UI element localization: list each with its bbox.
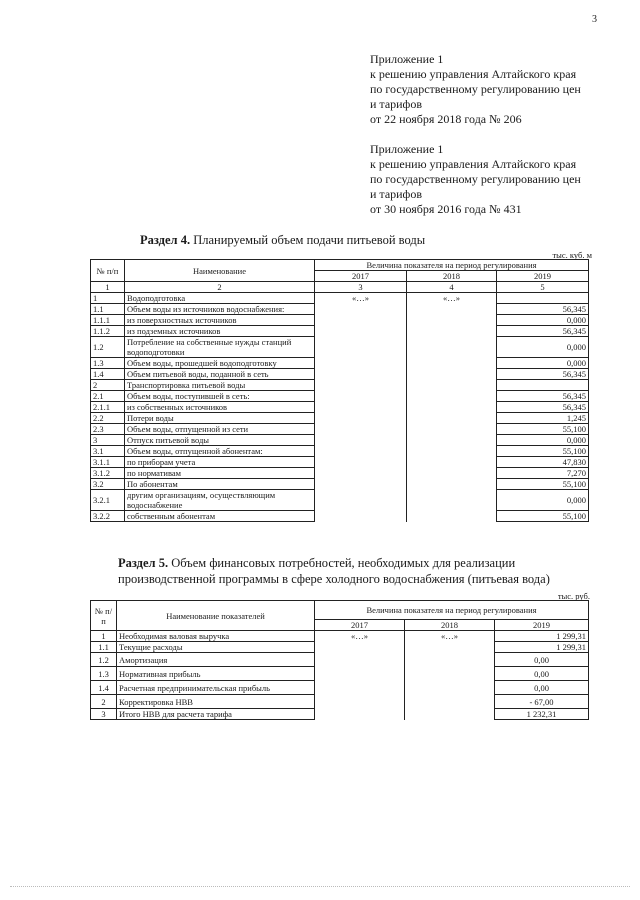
row-name: из собственных источников — [125, 402, 315, 413]
row-num: 2.2 — [91, 413, 125, 424]
row-name: Объем воды, прошедшей водоподготовку — [125, 358, 315, 369]
section5-units: тыс. руб. — [557, 591, 590, 601]
row-num: 1 — [91, 293, 125, 304]
value-2019: 55,100 — [497, 446, 589, 457]
value-2019: 56,345 — [497, 402, 589, 413]
header-year-2019: 2019 — [497, 271, 589, 282]
row-name: Потребление на собственные нужды станций водоподготовки — [125, 337, 315, 358]
value-2019: 55,100 — [497, 479, 589, 490]
value-2019: 56,345 — [497, 369, 589, 380]
row-num: 1.1.2 — [91, 326, 125, 337]
value-2017: «…» — [315, 631, 405, 720]
row-name: Корректировка НВВ — [117, 695, 315, 709]
value-2019: 1 299,31 — [495, 631, 589, 642]
row-name: Текущие расходы — [117, 642, 315, 653]
section4-title-text: Планируемый объем подачи питьевой воды — [193, 233, 426, 247]
appendix-line: Приложение 1 — [370, 142, 444, 156]
header-year-2017: 2017 — [315, 620, 405, 631]
row-num: 1.3 — [91, 358, 125, 369]
page-footer-rule — [10, 886, 630, 887]
row-name: Объем воды из источников водоснабжения: — [125, 304, 315, 315]
row-num: 1.1.1 — [91, 315, 125, 326]
row-name: Водоподготовка — [125, 293, 315, 304]
value-2019: 55,100 — [497, 511, 589, 522]
section5-table — [90, 600, 589, 720]
value-2019: - 67,00 — [495, 695, 589, 709]
row-name: По абонентам — [125, 479, 315, 490]
row-name: Транспортировка питьевой воды — [125, 380, 315, 391]
value-2019: 56,345 — [497, 304, 589, 315]
value-2019: 7,270 — [497, 468, 589, 479]
row-name: Амортизация — [117, 653, 315, 667]
appendix-line: и тарифов — [370, 97, 423, 111]
appendix-line: по государственному регулированию цен — [370, 172, 581, 186]
column-index-3: 3 — [315, 282, 407, 293]
value-2019: 0,000 — [497, 435, 589, 446]
value-2019: 0,000 — [497, 358, 589, 369]
section4-title — [140, 232, 425, 248]
value-2019: 1,245 — [497, 413, 589, 424]
appendix-line: по государственному регулированию цен — [370, 82, 581, 96]
value-2019: 0,00 — [495, 667, 589, 681]
section4-table — [90, 259, 589, 522]
value-2019: 0,00 — [495, 681, 589, 695]
row-name: Объем воды, отпущенной абонентам: — [125, 446, 315, 457]
section5-title-text: Объем финансовых потребностей, необходимых для реализации производственной программы в сфере холодного водоснабжения (питьевая вода) — [118, 556, 550, 586]
value-2019: 55,100 — [497, 424, 589, 435]
value-2019: 56,345 — [497, 391, 589, 402]
row-name: Объем воды, поступившей в сеть: — [125, 391, 315, 402]
table-row — [91, 631, 589, 642]
appendix-line: и тарифов — [370, 187, 423, 201]
row-name: Потери воды — [125, 413, 315, 424]
section5-title — [118, 555, 600, 587]
row-num: 2.1.1 — [91, 402, 125, 413]
section4-units: тыс. куб. м — [552, 250, 592, 260]
row-num: 2.3 — [91, 424, 125, 435]
appendix-header-2018 — [370, 52, 581, 127]
row-name: Объем воды, отпущенной из сети — [125, 424, 315, 435]
header-name: Наименование показателей — [117, 601, 315, 631]
row-num: 1.2 — [91, 337, 125, 358]
row-num: 1.2 — [91, 653, 117, 667]
header-year-2017: 2017 — [315, 271, 407, 282]
row-name: собственным абонентам — [125, 511, 315, 522]
column-index-2: 2 — [125, 282, 315, 293]
header-year-2018: 2018 — [405, 620, 495, 631]
row-name: по приборам учета — [125, 457, 315, 468]
row-num: 2 — [91, 380, 125, 391]
value-2019: 1 232,31 — [495, 709, 589, 720]
row-num: 3.1 — [91, 446, 125, 457]
header-period: Величина показателя на период регулирования — [315, 260, 589, 271]
row-num: 3.1.1 — [91, 457, 125, 468]
row-num: 2.1 — [91, 391, 125, 402]
row-num: 1.4 — [91, 369, 125, 380]
header-period: Величина показателя на период регулирования — [315, 601, 589, 620]
value-2019: 1 299,31 — [495, 642, 589, 653]
appendix-line: к решению управления Алтайского края — [370, 67, 577, 81]
row-num: 3.2 — [91, 479, 125, 490]
row-num: 3.2.1 — [91, 490, 125, 511]
value-2019: 0,000 — [497, 337, 589, 358]
header-num: № п/п — [91, 260, 125, 282]
header-name: Наименование — [125, 260, 315, 282]
row-num: 3.1.2 — [91, 468, 125, 479]
row-num: 3 — [91, 435, 125, 446]
value-2019: 56,345 — [497, 326, 589, 337]
column-index-1: 1 — [91, 282, 125, 293]
row-name: из подземных источников — [125, 326, 315, 337]
appendix-line: от 22 ноября 2018 года № 206 — [370, 112, 522, 126]
row-num: 1.1 — [91, 304, 125, 315]
value-2018: «…» — [405, 631, 495, 720]
appendix-line: Приложение 1 — [370, 52, 444, 66]
row-name: Итого НВВ для расчета тарифа — [117, 709, 315, 720]
value-2019: 0,000 — [497, 490, 589, 511]
row-num: 1 — [91, 631, 117, 642]
row-name: другим организациям, осуществляющим водоснабжение — [125, 490, 315, 511]
page-number: 3 — [592, 14, 597, 25]
row-name: по нормативам — [125, 468, 315, 479]
row-num: 2 — [91, 695, 117, 709]
value-2018: «…» — [407, 293, 497, 522]
column-index-5: 5 — [497, 282, 589, 293]
table-row — [91, 293, 589, 304]
section5-label: Раздел 5. — [118, 556, 169, 570]
row-name: Нормативная прибыль — [117, 667, 315, 681]
value-2019 — [497, 293, 589, 304]
header-year-2019: 2019 — [495, 620, 589, 631]
value-2019: 0,00 — [495, 653, 589, 667]
row-num: 3.2.2 — [91, 511, 125, 522]
appendix-line: к решению управления Алтайского края — [370, 157, 577, 171]
row-num: 3 — [91, 709, 117, 720]
row-num: 1.4 — [91, 681, 117, 695]
value-2019 — [497, 380, 589, 391]
row-name: Необходимая валовая выручка — [117, 631, 315, 642]
section4-label: Раздел 4. — [140, 233, 191, 247]
header-num: № п/п — [91, 601, 117, 631]
value-2019: 47,830 — [497, 457, 589, 468]
column-index-4: 4 — [407, 282, 497, 293]
appendix-header-2016 — [370, 142, 581, 217]
row-name: из поверхностных источников — [125, 315, 315, 326]
row-name: Отпуск питьевой воды — [125, 435, 315, 446]
appendix-line: от 30 ноября 2016 года № 431 — [370, 202, 522, 216]
value-2017: «…» — [315, 293, 407, 522]
row-num: 1.1 — [91, 642, 117, 653]
value-2019: 0,000 — [497, 315, 589, 326]
header-year-2018: 2018 — [407, 271, 497, 282]
row-name: Расчетная предпринимательская прибыль — [117, 681, 315, 695]
row-num: 1.3 — [91, 667, 117, 681]
row-name: Объем питьевой воды, поданной в сеть — [125, 369, 315, 380]
